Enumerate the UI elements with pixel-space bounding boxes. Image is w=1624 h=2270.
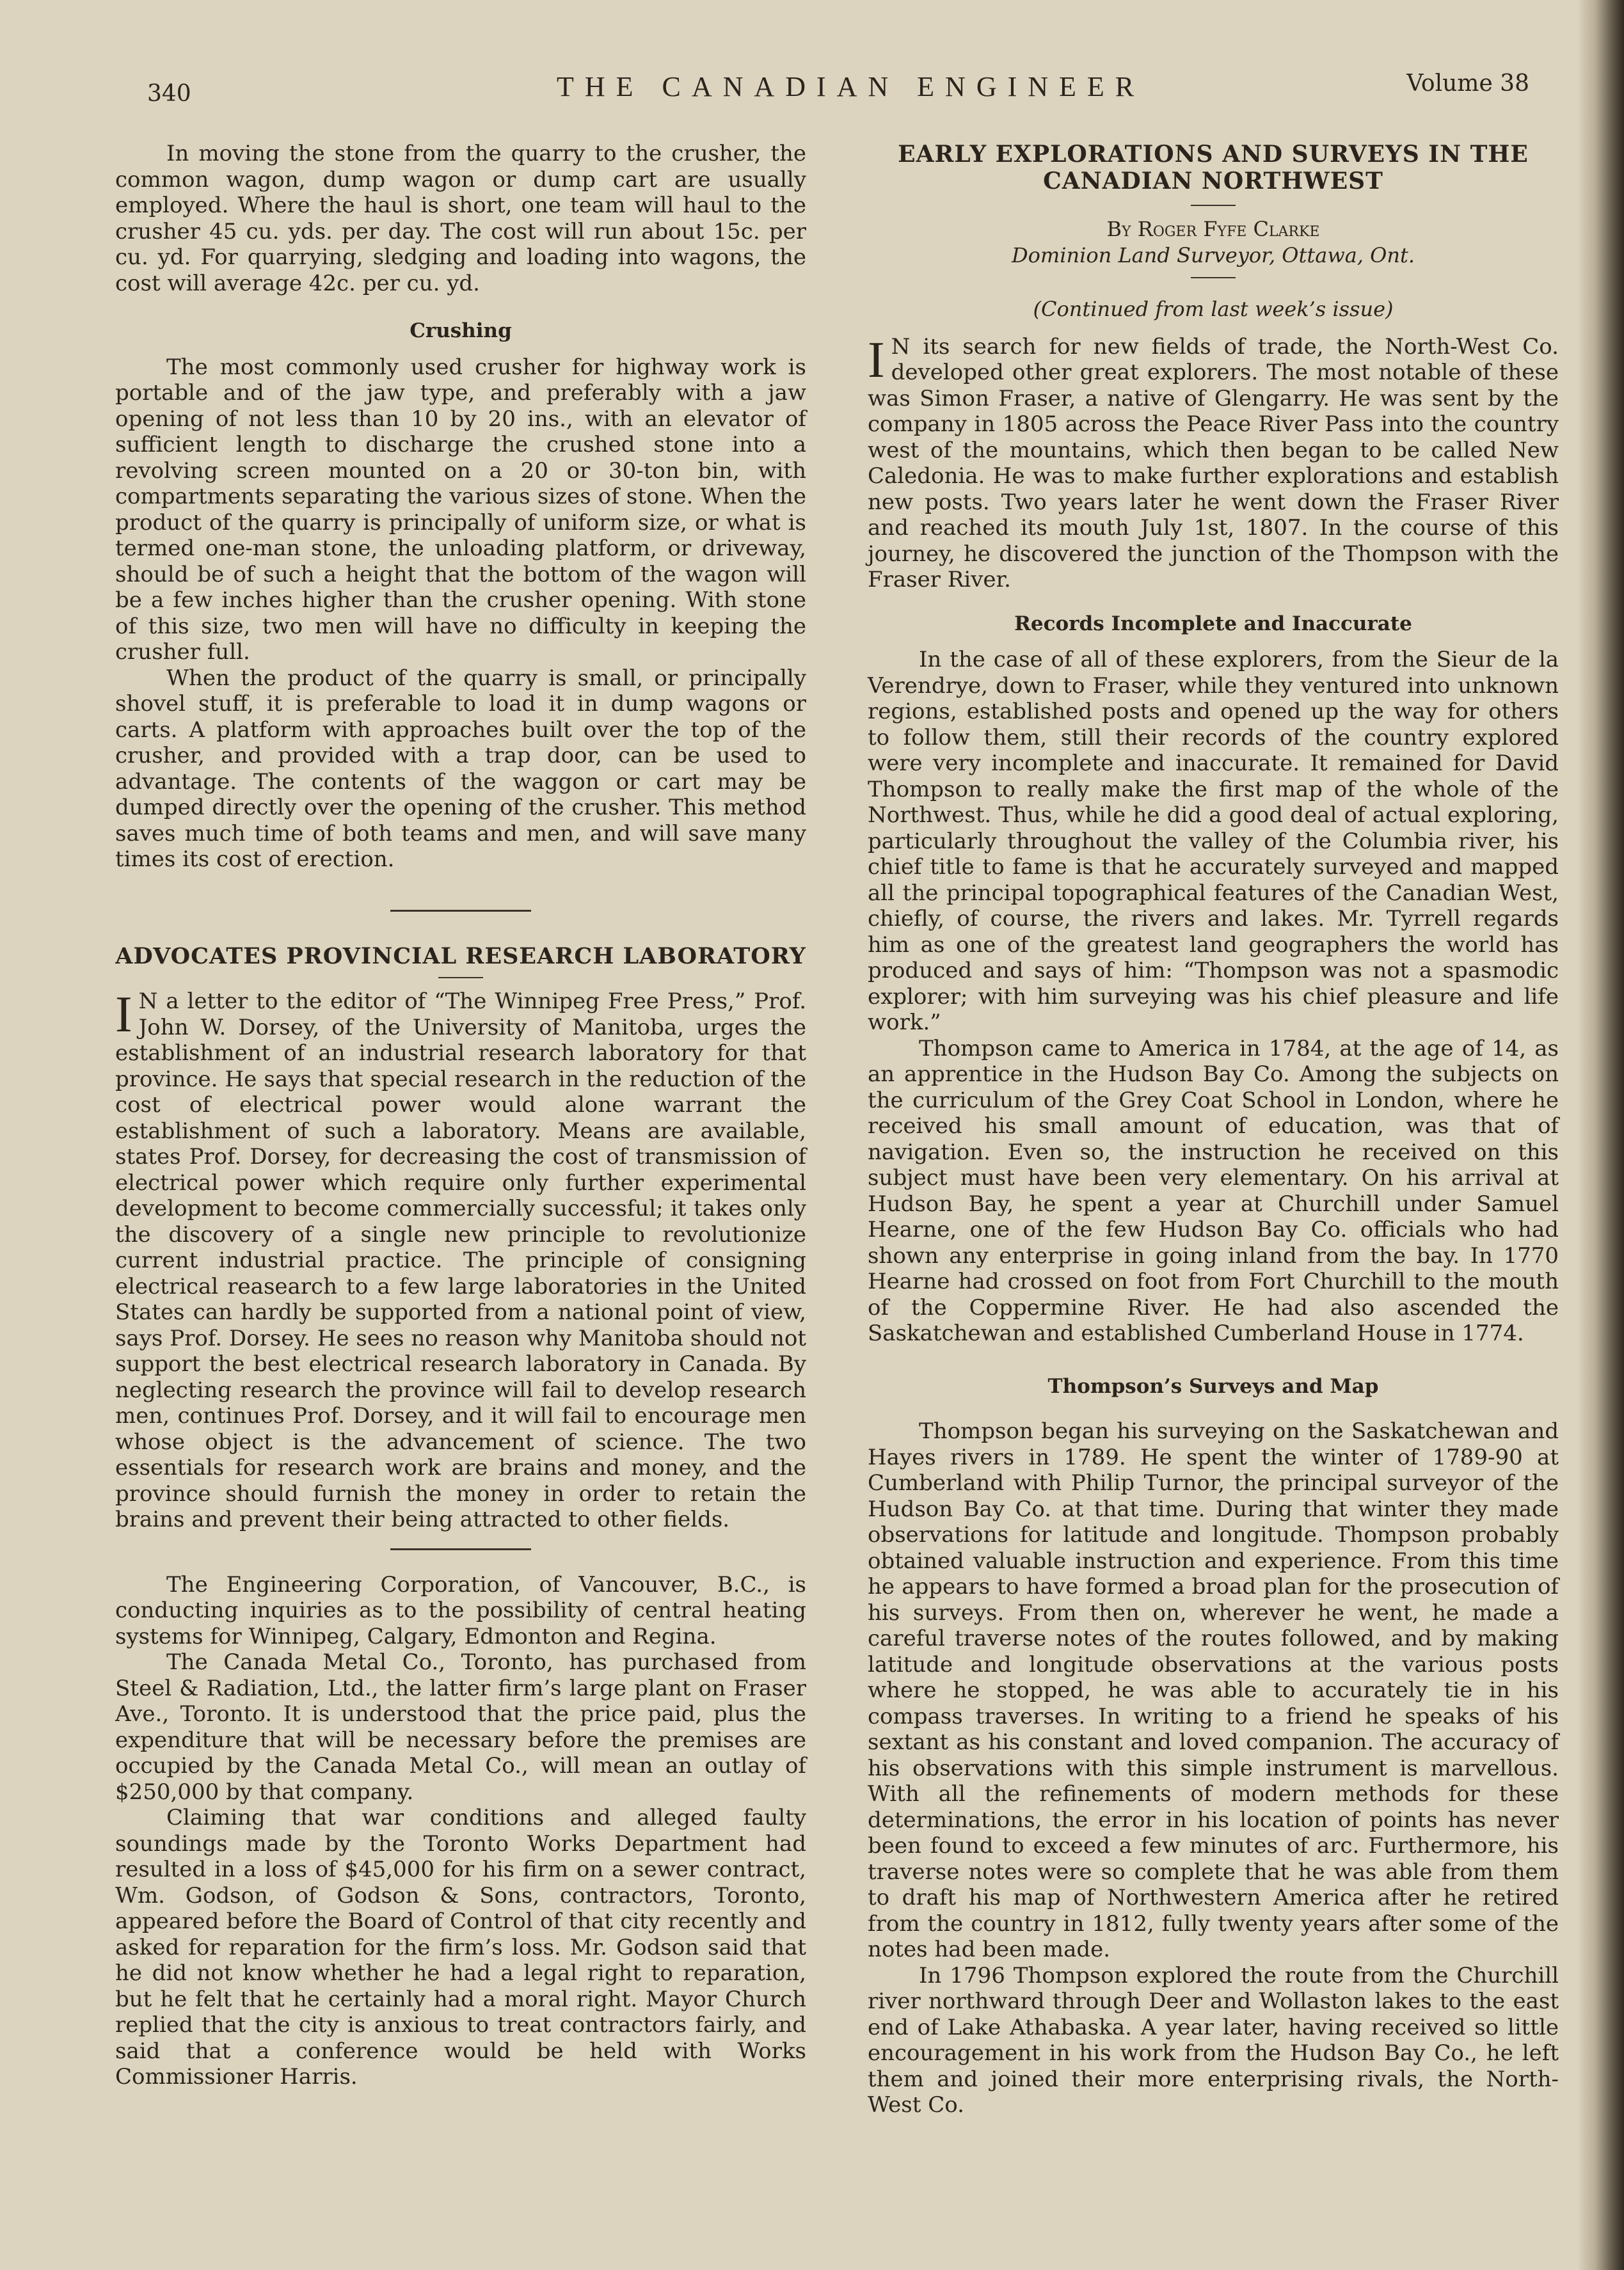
continued-note: (Continued from last week’s issue) (1033, 297, 1394, 321)
crushing-heading: Crushing (410, 319, 512, 342)
fraser-body: N its search for new fields of trade, the North-West Co. developed other great explorers. The most notable of these was Simon Fraser, a native of Glengarry. He was sent by the company in 1805 across the Peace River Pass into the country west of the mountains, which then began to be called New Caledonia. He was to make further explorations and establish new posts. Two years later he went down the Fraser River and reached its mouth July 1st, 1807. In the course of this journey, he discovered the junction of the Thompson with the Fraser River. (868, 333, 1559, 592)
title-rule (438, 977, 483, 978)
drop-cap: I (868, 331, 885, 388)
news-item-heating: The Engineering Corporation, of Vancouver, B.C., is conducting inquiries as to the possibility of central heating systems for Winnipeg, Calgary, Edmonton and Regina. (115, 1571, 806, 1649)
crusher-paragraph: The most commonly used crusher for highway work is portable and of the jaw type, and preferably with a jaw opening of not less than 10 by 20 ins., with an elevator of sufficient length to discharge the crushed stone into a revolving screen mounted on a 20 or 30-ton bin, with compartments separating the various sizes of stone. When the product of the quarry is principally of uniform size, or what is termed one-man stone, the unloading platform, or driveway, should be of such a height that the bottom of the wagon will be a few inches higher than the crusher opening. With stone of this size, two men will have no difficulty in keeping the crusher full. (115, 354, 806, 665)
right-column (868, 141, 1559, 2118)
article-title: EARLY EXPLORATIONS AND SURVEYS IN THE CANADIAN NORTHWEST (898, 141, 1529, 194)
page-number: 340 (147, 81, 191, 107)
surveys-heading: Thompson’s Surveys and Map (1047, 1374, 1379, 1398)
advocates-body: N a letter to the editor of “The Winnipeg Free Press,” Prof. John W. Dorsey, of the University of Manitoba, urges the establishment of an industrial research laboratory for that province. He says that special research in the reduction of the cost of electrical power would alone warrant the establishment of such a laboratory. Means are available, states Prof. Dorsey, for decreasing the cost of transmission of electrical power which require only further experimental development to become commercially successful; it takes only the discovery of a single new principle to revolutionize current industrial practice. The principle of consigning electrical reasearch to a few large laboratories in the United States can hardly be supported from a national point of view, says Prof. Dorsey. He sees no reason why Manitoba should not support the best electrical research laboratory in Canada. By neglecting research the province will fail to develop research men, continues Prof. Dorsey, and it will fail to encourage men whose object is the advancement of science. The two essentials for research work are brains and money, and the province should furnish the money in order to retain the brains and prevent their being attracted to other fields. (115, 988, 806, 1532)
surveys-paragraph: Thompson began his surveying on the Saskatchewan and Hayes rivers in 1789. He spent the winter of 1789-90 at Cumberland with Philip Turnor, the principal surveyor of the Hudson Bay Co. at that time. During that winter they made observations for latitude and longitude. Thompson probably obtained valuable instruction and experience. From this time he appears to have formed a broad plan for the prosecution of his surveys. From then on, wherever he went, he made a careful traverse notes of the routes followed, and by making latitude and longitude observations at the various posts where he stopped, he was able to accurately tie in his compass traverses. In writing to a friend he speaks of his sextant as his constant and loved companion. The accuracy of his observations with this simple instrument is marvellous. With all the refinements of modern methods for these determinations, the error in his location of points has never been found to exceed a few minutes of arc. Furthermore, his traverse notes were so complete that he was able from them to draft his map of Northwestern America after he retired from the country in 1812, fully twenty years after some of the notes had been made. (868, 1418, 1559, 1962)
byline (868, 216, 1559, 242)
thompson-arrival-paragraph: Thompson came to America in 1784, at the age of 14, as an apprentice in the Hudson Bay Co. Among the subjects on the curriculum of the Grey Coat School in London, where he received his small amount of education, was that of navigation. Even so, the instruction he received on this subject must have been very elementary. On his arrival at Hudson Bay, he spent a year at Churchill under Samuel Hearne, one of the few Hudson Bay Co. officials who had shown any enterprise in going inland from the bay. In 1770 Hearne had crossed on foot from Fort Churchill to the mouth of the Coppermine River. He had also ascended the Saskatchewan and established Cumberland House in 1774. (868, 1035, 1559, 1346)
section-divider (390, 1548, 531, 1550)
volume-label: Volume 38 (1406, 70, 1529, 97)
byline-rule (1191, 277, 1236, 278)
news-item-canada-metal: The Canada Metal Co., Toronto, has purchased from Steel & Radiation, Ltd., the latter firm’s large plant on Fraser Ave., Toronto. It is understood that the price paid, plus the expenditure that will be necessary before the premises are occupied by the Canada Metal Co., will mean an outlay of $250,000 by that company. (115, 1649, 806, 1805)
journal-title: THE CANADIAN ENGINEER (557, 71, 1145, 102)
news-item-godson: Claiming that war conditions and alleged faulty soundings made by the Toronto Works Department had resulted in a loss of $45,000 for his firm on a sewer contract, Wm. Godson, of Godson & Sons, contractors, Toronto, appeared before the Board of Control of that city recently and asked for reparation for the firm’s loss. Mr. Godson said that he did not know whether he had a legal right to reparation, but he felt that he certainly had a moral right. Mayor Church replied that the city is anxious to treat contractors fairly, and said that a conference would be held with Works Commissioner Harris. (115, 1805, 806, 2090)
left-column (115, 141, 806, 2090)
section-divider (390, 910, 531, 912)
shovel-stuff-paragraph: When the product of the quarry is small, or principally shovel stuff, it is preferable to load it in dump wagons or carts. A platform with approaches built over the top of the crusher, and provided with a trap door, can be used to advantage. The contents of the waggon or cart may be dumped directly over the opening of the crusher. This method saves much time of both teams and men, and will save many times its cost of erection. (115, 665, 806, 872)
page-binding-edge (1579, 0, 1624, 2270)
drop-cap: I (115, 987, 132, 1043)
author-affiliation: Dominion Land Surveyor, Ottawa, Ont. (1011, 242, 1415, 267)
page-header (147, 69, 1529, 107)
byline-prefix: By (1106, 217, 1131, 241)
quarry-paragraph: In moving the stone from the quarry to the crusher, the common wagon, dump wagon or dump cart are usually employed. Where the haul is short, one team will haul to the crusher 45 cu. yds. per day. The cost will run about 15c. per cu. yd. For quarrying, sledging and loading into wagons, the cost will average 42c. per cu. yd. (115, 141, 806, 296)
records-paragraph: In the case of all of these explorers, from the Sieur de la Verendrye, down to Fraser, while they ventured into unknown regions, established posts and opened up the way for others to follow them, still their records of the country explored were very incomplete and inaccurate. It remained for David Thompson to really make the first map of the whole of the Northwest. Thus, while he did a good deal of actual exploring, particularly throughout the valley of the Columbia river, his chief title to fame is that he accurately surveyed and mapped all the principal topographical features of the Canadian West, chiefly, of course, the rivers and lakes. Mr. Tyrrell regards him as one of the greatest land geographers the world has produced and says of him: “Thompson was not a spasmodic explorer; with him surveying was his chief pleasure and life work.” (868, 647, 1559, 1035)
churchill-route-paragraph: In 1796 Thompson explored the route from the Churchill river northward through Deer and Wollaston lakes to the east end of Lake Athabaska. A year later, having received so little encouragement in his work from the Hudson Bay Co., he left them and joined their more enterprising rivals, the North-West Co. (868, 1962, 1559, 2118)
advocates-title: ADVOCATES PROVINCIAL RESEARCH LABORATORY (115, 942, 806, 969)
author-name: Roger Fyfe Clarke (1137, 217, 1320, 241)
records-heading: Records Incomplete and Inaccurate (1014, 612, 1412, 635)
fraser-paragraph (868, 331, 1559, 593)
title-rule (1191, 205, 1236, 206)
advocates-article (115, 988, 806, 1533)
